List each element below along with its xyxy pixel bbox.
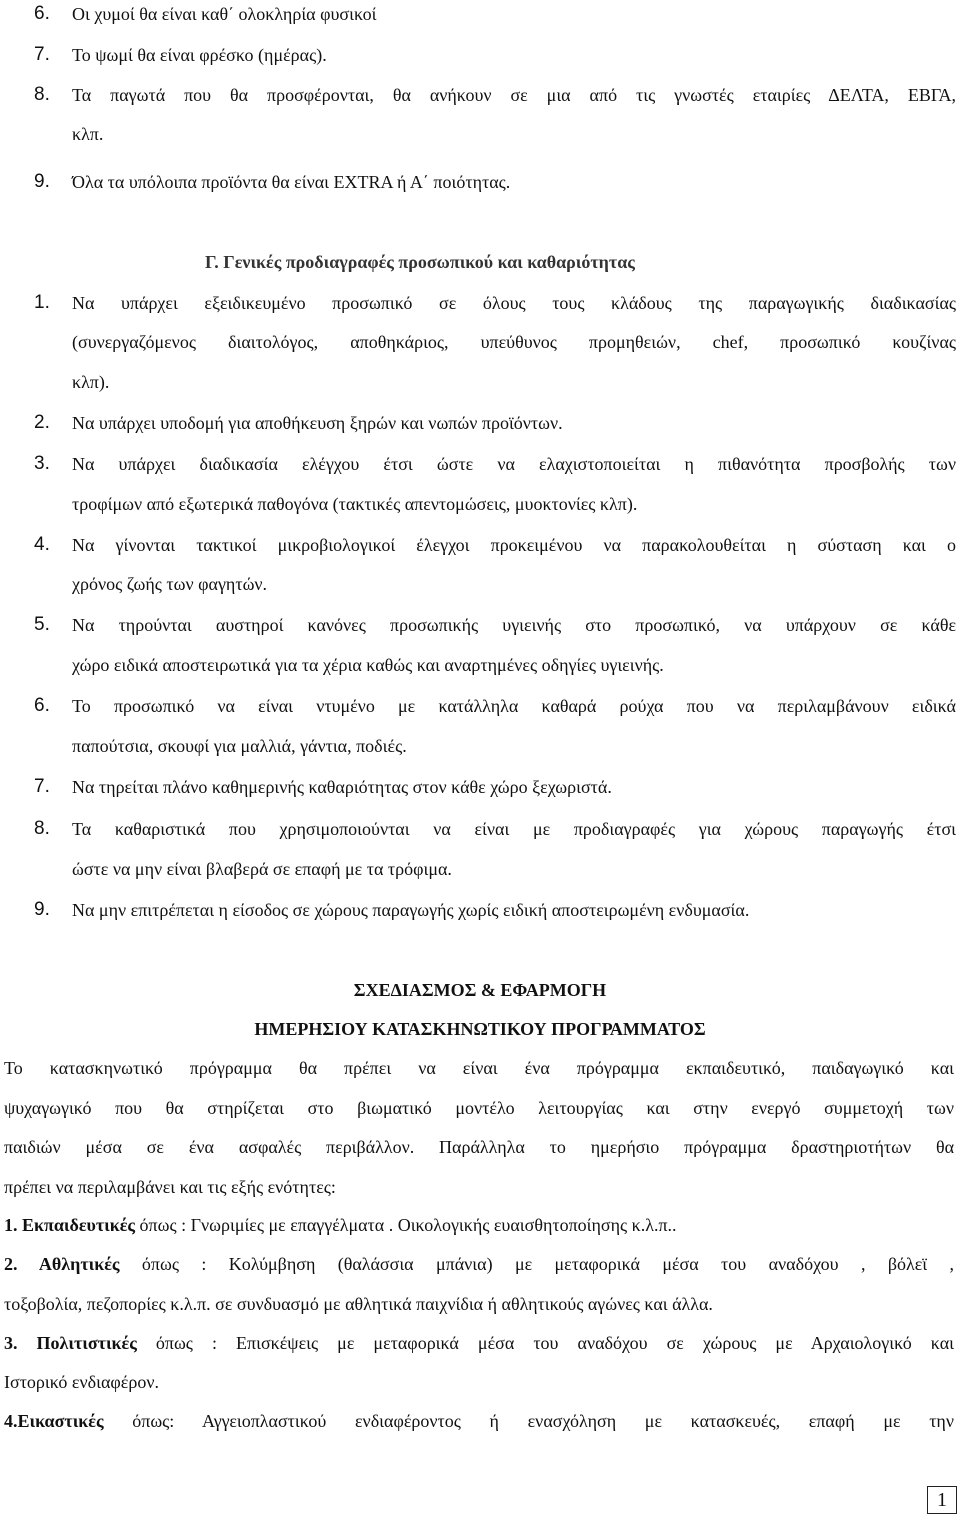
list-text: κλπ). <box>72 372 110 392</box>
unit-title: Πολιτιστικές <box>17 1333 137 1353</box>
list-number: 7. <box>34 44 50 65</box>
list-text: Τα παγωτά που θα προσφέρονται, θα ανήκουν σε μια από τις γνωστές εταιρίες ΔΕΛΤΑ, ΕΒΓΑ, <box>72 85 956 105</box>
list-number: 1. <box>34 292 50 313</box>
list-text: Να υπάρχει εξειδικευμένο προσωπικό σε όλους τους κλάδους της παραγωγικής διαδικασίας <box>72 293 956 313</box>
unit-continuation: Ιστορικό ενδιαφέρον. <box>4 1372 159 1392</box>
unit-text: όπως : Επισκέψεις με μεταφορικά μέσα του αναδόχου σε χώρους με Αρχαιολογικό και <box>136 1333 954 1353</box>
list-text: ώστε να μην είναι βλαβερά σε επαφή με τα τρόφιμα. <box>72 859 452 879</box>
list-text: Να γίνονται τακτικοί μικροβιολογικοί έλεγχοι προκειμένου να παρακολουθείται η σύσταση και ο <box>72 535 956 555</box>
list-number: 4. <box>34 534 50 555</box>
list-number: 6. <box>34 695 50 716</box>
list-number: 2. <box>34 412 50 433</box>
list-text: χρόνος ζωής των φαγητών. <box>72 574 268 594</box>
list-text: παπούτσια, σκουφί για μαλλιά, γάντια, ποδιές. <box>72 736 407 756</box>
unit-number: 4. <box>4 1411 18 1431</box>
unit-text: όπως : Κολύμβηση (θαλάσσια μπάνια) με μεταφορικά μέσα του αναδόχου , βόλεϊ , <box>119 1254 954 1274</box>
list-text: (συνεργαζόμενος διαιτολόγος, αποθηκάριος, υπεύθυνος προμηθειών, chef, προσωπικό κουζίνας <box>72 332 956 352</box>
unit-continuation: τοξοβολία, πεζοπορίες κ.λ.π. σε συνδυασμό με αθλητικά παιχνίδια ή αθλητικούς αγώνες και άλλα. <box>4 1294 713 1314</box>
list-text: χώρο ειδικά αποστειρωτικά για τα χέρια καθώς και αναρτημένες οδηγίες υγιεινής. <box>72 655 664 675</box>
list-number: 5. <box>34 614 50 635</box>
list-text: Οι χυμοί θα είναι καθ΄ ολοκληρία φυσικοί <box>72 4 377 24</box>
list-text: Να υπάρχει διαδικασία ελέγχου έτσι ώστε να ελαχιστοποιείται η πιθανότητα προσβολής των <box>72 454 956 474</box>
list-number: 3. <box>34 453 50 474</box>
list-number: 7. <box>34 776 50 797</box>
list-number: 9. <box>34 899 50 920</box>
list-text: κλπ. <box>72 124 104 144</box>
unit-title: Αθλητικές <box>17 1254 120 1274</box>
unit-text: όπως : Γνωριμίες με επαγγέλματα . Οικολογικής ευαισθητοποίησης κ.λ.π.. <box>135 1215 677 1235</box>
page-number: 1 <box>927 1486 957 1514</box>
unit-number: 1. <box>4 1215 18 1235</box>
list-number: 8. <box>34 84 50 105</box>
unit-number: 2. <box>4 1254 18 1274</box>
intro-line: παιδιών μέσα σε ένα ασφαλές περιβάλλον. Παράλληλα το ημερήσιο πρόγραμμα δραστηριοτήτων θα <box>4 1137 954 1157</box>
list-text: Να υπάρχει υποδομή για αποθήκευση ξηρών και νωπών προϊόντων. <box>72 413 563 433</box>
section-heading: Γ. Γενικές προδιαγραφές προσωπικού και καθαριότητας <box>205 252 635 272</box>
list-text: Να τηρούνται αυστηροί κανόνες προσωπικής υγιεινής στο προσωπικό, να υπάρχουν σε κάθε <box>72 615 956 635</box>
list-text: Να τηρείται πλάνο καθημερινής καθαριότητας στον κάθε χώρο ξεχωριστά. <box>72 777 612 797</box>
list-text: Όλα τα υπόλοιπα προϊόντα θα είναι EXTRA ή Α΄ ποιότητας. <box>72 172 511 192</box>
unit-number: 3. <box>4 1333 18 1353</box>
list-number: 8. <box>34 818 50 839</box>
program-heading: ΣΧΕΔΙΑΣΜΟΣ & ΕΦΑΡΜΟΓΗ <box>353 980 607 1000</box>
list-text: Τα καθαριστικά που χρησιμοποιούνται να είναι με προδιαγραφές για χώρους παραγωγής έτσι <box>72 819 956 839</box>
unit-item <box>4 1205 954 1245</box>
list-text: Να μην επιτρέπεται η είσοδος σε χώρους παραγωγής χωρίς ειδική αποστειρωμένη ενδυμασία. <box>72 900 750 920</box>
program-subheading: ΗΜΕΡΗΣΙΟΥ ΚΑΤΑΣΚΗΝΩΤΙΚΟΥ ΠΡΟΓΡΑΜΜΑΤΟΣ <box>254 1019 706 1039</box>
list-number: 6. <box>34 3 50 24</box>
unit-item <box>4 1401 954 1441</box>
list-number: 9. <box>34 171 50 192</box>
list-text: τροφίμων από εξωτερικά παθογόνα (τακτικές απεντομώσεις, μυοκτονίες κλπ). <box>72 494 638 514</box>
unit-title: Εικαστικές <box>17 1411 104 1431</box>
list-text: Το προσωπικό να είναι ντυμένο με κατάλληλα καθαρά ρούχα που να περιλαμβάνουν ειδικά <box>72 696 956 716</box>
intro-line: ψυχαγωγικό που θα στηρίζεται στο βιωματικό μοντέλο λειτουργίας και στην ενεργό συμμετοχή των <box>4 1098 954 1118</box>
unit-item <box>4 1323 954 1363</box>
unit-text: όπως: Αγγειοπλαστικού ενδιαφέροντος ή ενασχόληση με κατασκευές, επαφή με την <box>103 1411 954 1431</box>
unit-title: Εκπαιδευτικές <box>17 1215 136 1235</box>
list-text: Το ψωμί θα είναι φρέσκο (ημέρας). <box>72 45 327 65</box>
intro-line: πρέπει να περιλαμβάνει και τις εξής ενότητες: <box>4 1177 336 1197</box>
unit-item <box>4 1244 954 1284</box>
intro-line: Το κατασκηνωτικό πρόγραμμα θα πρέπει να είναι ένα πρόγραμμα εκπαιδευτικό, παιδαγωγικό και <box>4 1058 954 1078</box>
